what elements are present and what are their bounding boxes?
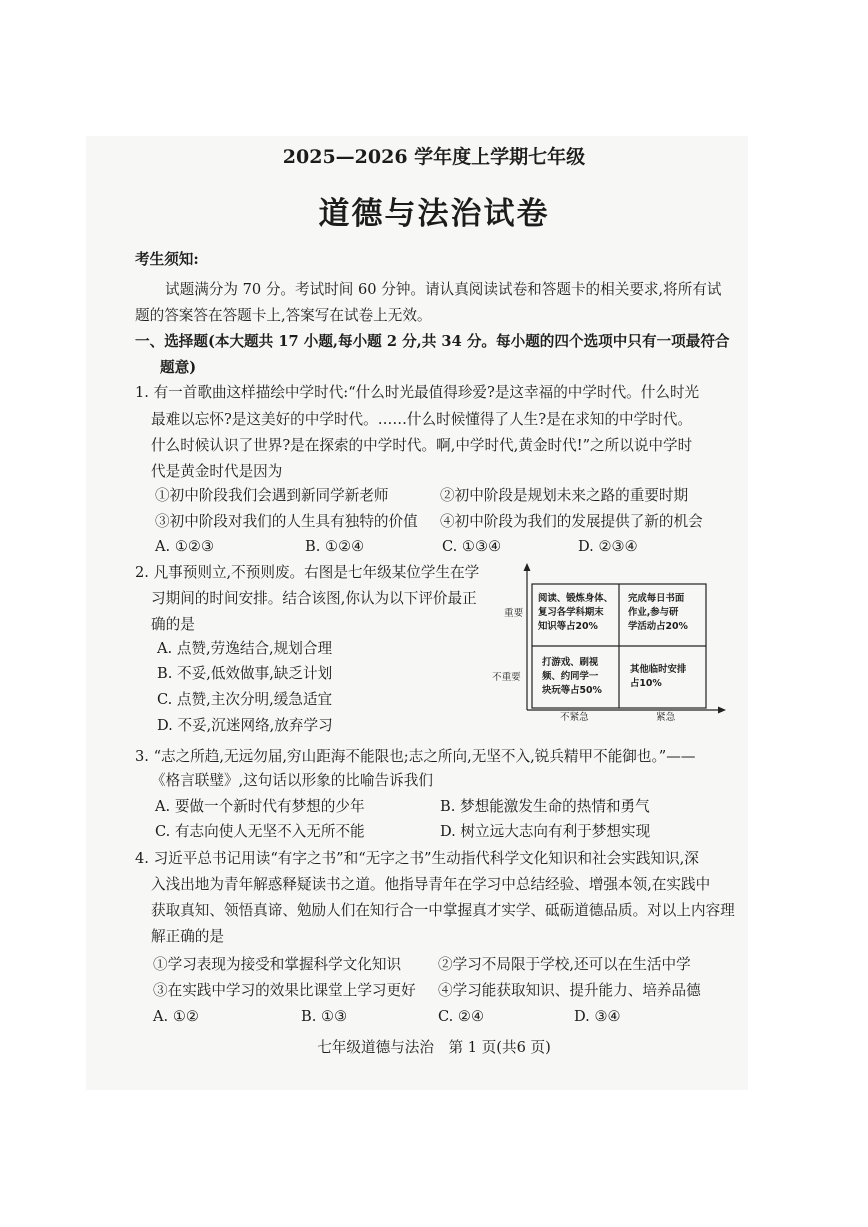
q1-statement-3: ③初中阶段对我们的人生具有独特的价值	[155, 513, 418, 530]
quadrant-line: 其他临时安排	[630, 664, 687, 675]
q4-statement-2: ②学习不局限于学校,还可以在生活中学	[438, 956, 691, 973]
section-heading: 一、选择题(本大题共 17 小题,每小题 2 分,共 34 分。每小题的四个选项中只有一项最符合	[135, 333, 730, 350]
q4-option-a[interactable]: A. ①②	[153, 1008, 199, 1025]
quadrant-unimportant-not-urgent	[542, 656, 602, 698]
exam-subtitle: 2025—2026 学年度上学期七年级	[282, 146, 586, 168]
quadrant-line: 知识等占20%	[538, 621, 598, 632]
q4-stem-line-2: 入浅出地为青年解惑释疑读书之道。他指导青年在学习中总结经验、增强本领,在实践中	[151, 876, 711, 893]
q1-statement-4: ④初中阶段为我们的发展提供了新的机会	[440, 513, 703, 530]
q2-option-b[interactable]: B. 不妥,低效做事,缺乏计划	[157, 665, 333, 682]
q1-stem-line-2: 最难以忘怀?是这美好的中学时代。……什么时候懂得了人生?是在求知的中学时代。	[151, 411, 693, 428]
q1-option-a[interactable]: A. ①②③	[155, 538, 215, 555]
q4-statement-4: ④学习能获取知识、提升能力、培养品德	[438, 982, 701, 999]
q1-option-d[interactable]: D. ②③④	[578, 538, 638, 555]
quadrant-unimportant-urgent	[630, 663, 686, 691]
quadrant-line: 学活动占20%	[628, 621, 688, 632]
q2-stem-line-1: 2. 凡事预则立,不预则废。右图是七年级某位学生在学	[135, 564, 480, 581]
q2-option-c[interactable]: C. 点赞,主次分明,缓急适宜	[157, 691, 333, 708]
notice-line-1: 试题满分为 70 分。考试时间 60 分钟。请认真阅读试卷和答题卡的相关要求,将所有试	[165, 281, 722, 298]
q1-stem-line-4: 代是黄金时代是因为	[151, 463, 283, 480]
quadrant-important-urgent	[628, 592, 688, 634]
quadrant-line: 频、约同学一	[542, 671, 599, 682]
q1-statement-1: ①初中阶段我们会遇到新同学新老师	[155, 487, 389, 504]
q2-stem-line-3: 确的是	[151, 616, 195, 633]
q3-option-c[interactable]: C. 有志向使人无坚不入无所不能	[155, 823, 365, 840]
notice-line-2: 题的答案答在答题卡上,答案写在试卷上无效。	[135, 307, 432, 324]
q3-option-a[interactable]: A. 要做一个新时代有梦想的少年	[155, 798, 365, 815]
q1-option-c[interactable]: C. ①③④	[442, 538, 502, 555]
q4-stem-line-3: 获取真知、领悟真谛、勉励人们在知行合一中掌握真才实学、砥砺道德品质。对以上内容理	[151, 902, 735, 919]
section-heading-cont: 题意)	[160, 359, 197, 376]
q1-option-b[interactable]: B. ①②④	[305, 538, 365, 555]
q4-option-b[interactable]: B. ①③	[301, 1008, 348, 1025]
time-quadrant-diagram	[488, 562, 728, 724]
axis-label-urgent: 紧急	[656, 712, 676, 723]
q2-stem-line-2: 习期间的时间安排。结合该图,你认为以下评价最正	[151, 590, 477, 607]
quadrant-axes	[488, 562, 728, 724]
q1-statement-2: ②初中阶段是规划未来之路的重要时期	[440, 487, 689, 504]
quadrant-important-not-urgent	[538, 592, 613, 634]
q2-option-a[interactable]: A. 点赞,劳逸结合,规划合理	[157, 640, 333, 657]
q3-stem-line-2: 《格言联璧》,这句话以形象的比喻告诉我们	[151, 772, 433, 789]
quadrant-line: 占10%	[630, 678, 662, 689]
exam-title: 道德与法治试卷	[318, 196, 550, 232]
q4-statement-1: ①学习表现为接受和掌握科学文化知识	[153, 956, 402, 973]
page-footer: 七年级道德与法治 第 1 页(共6 页)	[317, 1039, 551, 1056]
q3-option-d[interactable]: D. 树立远大志向有利于梦想实现	[440, 823, 651, 840]
quadrant-line: 阅读、锻炼身体、	[538, 593, 614, 604]
q1-stem-line-3: 什么时候认识了世界?是在探索的中学时代。啊,中学时代,黄金时代!”之所以说中学时	[151, 437, 693, 454]
axis-label-not-urgent: 不紧急	[560, 712, 589, 723]
axis-label-important: 重要	[504, 608, 524, 619]
q4-option-c[interactable]: C. ②④	[438, 1008, 485, 1025]
q2-option-d[interactable]: D. 不妥,沉迷网络,放弃学习	[157, 717, 333, 734]
axis-label-unimportant: 不重要	[492, 672, 521, 683]
q3-option-b[interactable]: B. 梦想能激发生命的热情和勇气	[440, 798, 650, 815]
quadrant-line: 完成每日书面	[628, 593, 685, 604]
quadrant-line: 打游戏、刷视	[542, 657, 599, 668]
q4-option-d[interactable]: D. ③④	[574, 1008, 621, 1025]
q4-statement-3: ③在实践中学习的效果比课堂上学习更好	[153, 982, 416, 999]
q1-stem-line-1: 1. 有一首歌曲这样描绘中学时代:“什么时光最值得珍爱?是这幸福的中学时代。什么时光	[135, 384, 700, 401]
quadrant-line: 复习各学科期末	[538, 607, 604, 618]
q4-stem-line-4: 解正确的是	[151, 928, 224, 945]
q3-stem-line-1: 3. “志之所趋,无远勿届,穷山距海不能限也;志之所向,无坚不入,锐兵精甲不能御也。”——	[135, 748, 696, 765]
q4-stem-line-1: 4. 习近平总书记用读“有字之书”和“无字之书”生动指代科学文化知识和社会实践知识,深	[135, 850, 699, 867]
quadrant-line: 作业,参与研	[628, 607, 679, 618]
notice-heading: 考生须知:	[135, 251, 199, 268]
quadrant-line: 块玩等占50%	[542, 685, 602, 696]
